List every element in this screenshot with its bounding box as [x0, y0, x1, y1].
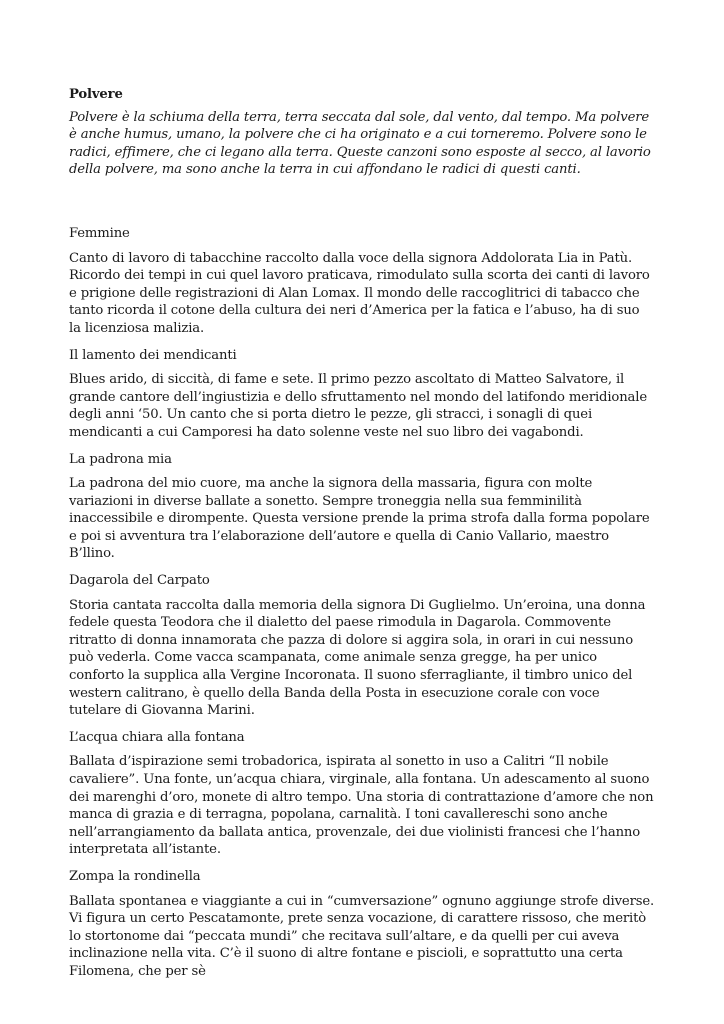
- section-title-lamento-mendicanti: Il lamento dei mendicanti: [69, 347, 237, 363]
- section-body-lamento-mendicanti: Blues arido, di siccità, di fame e sete. Il primo pezzo ascoltato di Matteo Salvatore, il grande cantore dell’ingiustizia e dello sfruttamento nel mondo del latifondo meridionale degli anni ‘50. Un canto che si porta dietro le pezze, gli stracci, i sonagli di quei mendicanti a cui Camporesi ha dato solenne veste nel suo libro dei vagabondi.: [69, 372, 647, 440]
- intro-paragraph: Polvere è la schiuma della terra, terra seccata dal sole, dal vento, dal tempo. Ma polvere è anche humus, umano, la polvere che ci ha originato e a cui torneremo. Polvere sono le radici, effimere, che ci legano alla terra. Queste canzoni sono esposte al secco, al lavorio della polvere, ma sono anche la terra in cui affondano le radici di questi canti.: [69, 109, 651, 178]
- document-title: Polvere: [69, 87, 123, 102]
- section-body-padrona-mia: La padrona del mio cuore, ma anche la signora della massaria, figura con molte variazioni in diverse ballate a sonetto. Sempre troneggia nella sua femminilità inaccessibile e dirompente. Questa versione prende la prima strofa dalla forma popolare e poi si avventura tra l’elaborazione dell’autore e quella di Canio Vallario, maestro B’llino.: [69, 476, 650, 562]
- document-page: [69, 86, 655, 990]
- section-body-zompa-rondinella: Ballata spontanea e viaggiante a cui in “cumversazione” ognuno aggiunge strofe diverse. Vi figura un certo Pescatamonte, prete senza vocazione, di carattere rissoso, che meritò lo stortonome dai “peccata mundi” che recitava sull’altare, e da quelli per cui aveva inclinazione nella vita. C’è il suono di altre fontane e piscioli, e soprattutto una certa Filomena, che per sè: [69, 893, 655, 979]
- section-title-zompa-rondinella: Zompa la rondinella: [69, 868, 201, 884]
- section-body-femmine: Canto di lavoro di tabacchine raccolto dalla voce della signora Addolorata Lia in Patù. Ricordo dei tempi in cui quel lavoro praticava, rimodulato sulla scorta dei canti di lavoro e prigione delle registrazioni di Alan Lomax. Il mondo delle raccoglitrici di tabacco che tanto ricorda il cotone della cultura dei neri d’America per la fatica e l’abuso, ha di suo la licenziosa malizia.: [69, 250, 650, 336]
- section-title-acqua-chiara: L’acqua chiara alla fontana: [69, 729, 245, 745]
- section-body-acqua-chiara: Ballata d’ispirazione semi trobadorica, ispirata al sonetto in uso a Calitri “Il nobile cavaliere”. Una fonte, un’acqua chiara, virginale, alla fontana. Un adescamento al suono dei marenghi d’oro, monete di altro tempo. Una storia di contrattazione d’amore che non manca di grazia e di terragna, popolana, carnalità. I toni cavallereschi sono anche nell’arrangiamento da ballata antica, provenzale, dei due violinisti francesi che l’hanno interpretata all’istante.: [69, 754, 654, 858]
- section-title-dagarola: Dagarola del Carpato: [69, 573, 210, 589]
- section-title-padrona-mia: La padrona mia: [69, 451, 172, 467]
- section-body-dagarola: Storia cantata raccolta dalla memoria della signora Di Guglielmo. Un’eroina, una donna fedele questa Teodora che il dialetto del paese rimodula in Dagarola. Commovente ritratto di donna innamorata che pazza di dolore si aggira sola, in orari in cui nessuno può vederla. Come vacca scampanata, come animale senza gregge, ha per unico conforto la supplica alla Vergine Incoronata. Il suono sferragliante, il timbro unico del western calitrano, è quello della Banda della Posta in esecuzione corale con voce tutelare di Giovanna Marini.: [69, 597, 646, 719]
- section-title-femmine: Femmine: [69, 225, 130, 241]
